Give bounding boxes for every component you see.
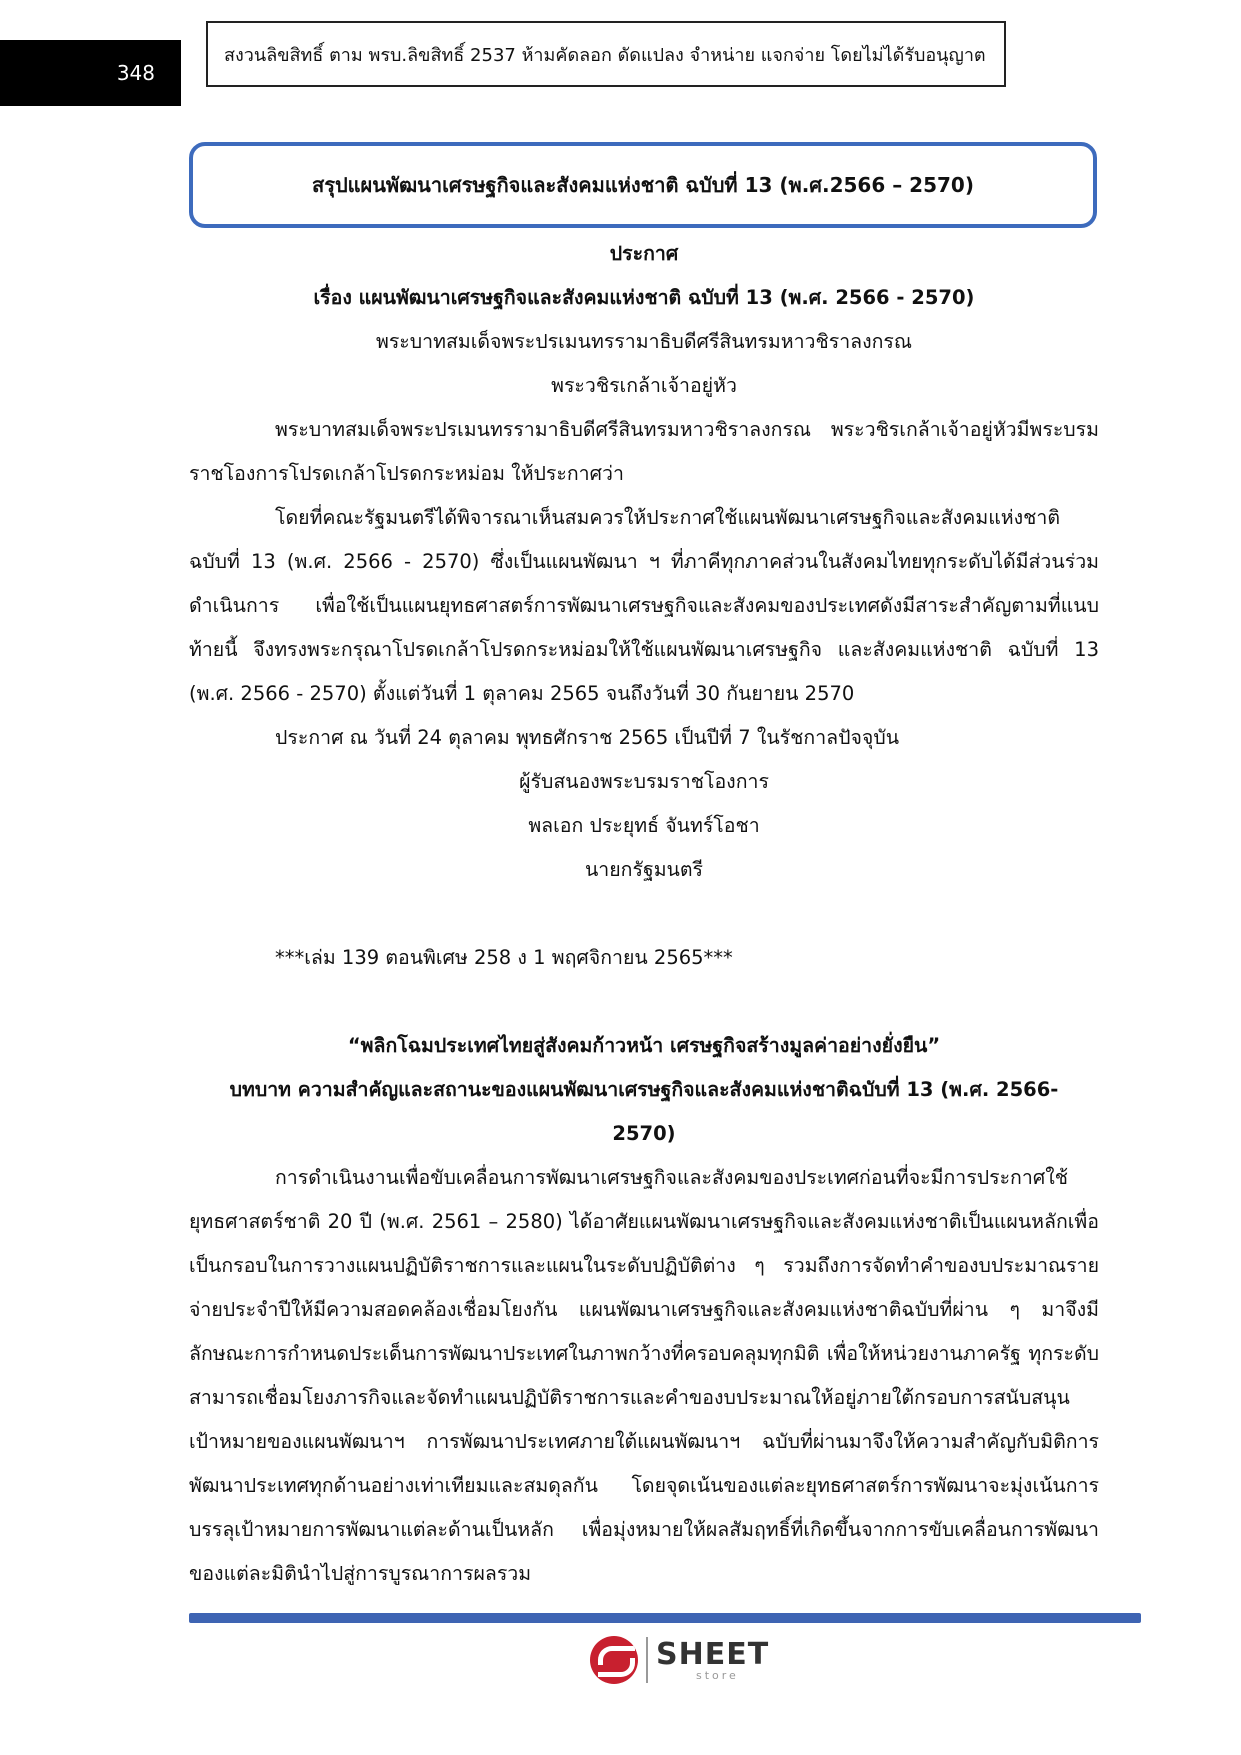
section-heading-line-2: 2570) bbox=[612, 1122, 676, 1145]
plan-slogan: “พลิกโฉมประเทศไทยสู่สังคมก้าวหน้า เศรษฐกิจสร้างมูลค่าอย่างยั่งยืน” bbox=[347, 1034, 941, 1057]
signatory-position: นายกรัฐมนตรี bbox=[584, 858, 704, 881]
section-heading-line-1: บทบาท ความสำคัญและสถานะของแผนพัฒนาเศรษฐกิจและสังคมแห่งชาติฉบับที่ 13 (พ.ศ. 2566- bbox=[229, 1078, 1059, 1101]
announcement-paragraph-1: พระบาทสมเด็จพระปรเมนทรรามาธิบดีศรีสินทรมหาวชิราลงกรณ พระวชิรเกล้าเจ้าอยู่หัวมีพระบรมราชโองการโปรดเกล้าโปรดกระหม่อม ให้ประกาศว่า bbox=[189, 418, 1099, 485]
logo-wordmark: SHEET bbox=[656, 1636, 770, 1672]
sheet-store-logo bbox=[590, 1635, 769, 1685]
logo-separator bbox=[646, 1637, 648, 1683]
document-body bbox=[189, 232, 1099, 1596]
announcement-subject: เรื่อง แผนพัฒนาเศรษฐกิจและสังคมแห่งชาติ ฉบับที่ 13 (พ.ศ. 2566 - 2570) bbox=[313, 286, 975, 309]
copyright-notice: สงวนลิขสิทธิ์ ตาม พรบ.ลิขสิทธิ์ 2537 ห้ามคัดลอก ดัดแปลง จำหน่าย แจกจ่าย โดยไม่ได้รับอนุญาต bbox=[206, 21, 1006, 87]
announcement-date: ประกาศ ณ วันที่ 24 ตุลาคม พุทธศักราช 2565 เป็นปีที่ 7 ในรัชกาลปัจจุบัน bbox=[275, 726, 900, 749]
section-body-paragraph: การดำเนินงานเพื่อขับเคลื่อนการพัฒนาเศรษฐกิจและสังคมของประเทศก่อนที่จะมีการประกาศใช้ ยุทธศาสตร์ชาติ 20 ปี (พ.ศ. 2561 – 2580) ได้อาศัยแผนพัฒนาเศรษฐกิจและสังคมแห่งชาติเป็นแผนหลักเพื่อ เป็นกรอบในการวางแผนปฏิบัติราชการและแผนในระดับปฏิบัติต่าง ๆ รวมถึงการจัดทำคำของบประมาณรายจ่ายประจำปีให้มีความสอดคล้องเชื่อมโยงกัน แผนพัฒนาเศรษฐกิจและสังคมแห่งชาติฉบับที่ผ่าน ๆ มาจึงมีลักษณะการกำหนดประเด็นการพัฒนาประเทศในภาพกว้างที่ครอบคลุมทุกมิติ เพื่อให้หน่วยงานภาครัฐ ทุกระดับสามารถเชื่อมโยงภารกิจและจัดทำแผนปฏิบัติราชการและคำของบประมาณให้อยู่ภายใต้กรอบการสนับสนุนเป้าหมายของแผนพัฒนาฯ การพัฒนาประเทศภายใต้แผนพัฒนาฯ ฉบับที่ผ่านมาจึงให้ความสำคัญกับมิติการพัฒนาประเทศทุกด้านอย่างเท่าเทียมและสมดุลกัน โดยจุดเน้นของแต่ละยุทธศาสตร์การพัฒนาจะมุ่งเน้นการบรรลุเป้าหมายการพัฒนาแต่ละด้านเป็นหลัก เพื่อมุ่งหมายให้ผลสัมฤทธิ์ที่เกิดขึ้นจากการขับเคลื่อนการพัฒนาของแต่ละมิตินำไปสู่การบูรณาการผลรวม bbox=[189, 1166, 1099, 1585]
king-title-line-2: พระวชิรเกล้าเจ้าอยู่หัว bbox=[551, 374, 737, 397]
signatory-name: พลเอก ประยุทธ์ จันทร์โอชา bbox=[528, 814, 760, 837]
sheet-logo-icon bbox=[590, 1636, 638, 1684]
page-number: 348 bbox=[0, 40, 181, 106]
footer-divider bbox=[189, 1613, 1141, 1623]
announcement-heading: ประกาศ bbox=[609, 242, 679, 265]
king-title-line-1: พระบาทสมเด็จพระปรเมนทรรามาธิบดีศรีสินทรมหาวชิราลงกรณ bbox=[375, 330, 912, 353]
logo-subtext: store bbox=[696, 1668, 739, 1682]
announcement-paragraph-2: โดยที่คณะรัฐมนตรีได้พิจารณาเห็นสมควรให้ประกาศใช้แผนพัฒนาเศรษฐกิจและสังคมแห่งชาติ ฉบับที่ 13 (พ.ศ. 2566 - 2570) ซึ่งเป็นแผนพัฒนา ฯ ที่ภาคีทุกภาคส่วนในสังคมไทยทุกระดับได้มีส่วนร่วมดำเนินการ เพื่อใช้เป็นแผนยุทธศาสตร์การพัฒนาเศรษฐกิจและสังคมของประเทศดังมีสาระสำคัญตามที่แนบท้ายนี้ จึงทรงพระกรุณาโปรดเกล้าโปรดกระหม่อมให้ใช้แผนพัฒนาเศรษฐกิจ และสังคมแห่งชาติ ฉบับที่ 13 (พ.ศ. 2566 - 2570) ตั้งแต่วันที่ 1 ตุลาคม 2565 จนถึงวันที่ 30 กันยายน 2570 bbox=[189, 506, 1099, 705]
signatory-role: ผู้รับสนองพระบรมราชโองการ bbox=[519, 770, 769, 793]
document-title-box: สรุปแผนพัฒนาเศรษฐกิจและสังคมแห่งชาติ ฉบับที่ 13 (พ.ศ.2566 – 2570) bbox=[189, 142, 1097, 228]
gazette-reference: ***เล่ม 139 ตอนพิเศษ 258 ง 1 พฤศจิกายน 2565*** bbox=[275, 946, 733, 969]
